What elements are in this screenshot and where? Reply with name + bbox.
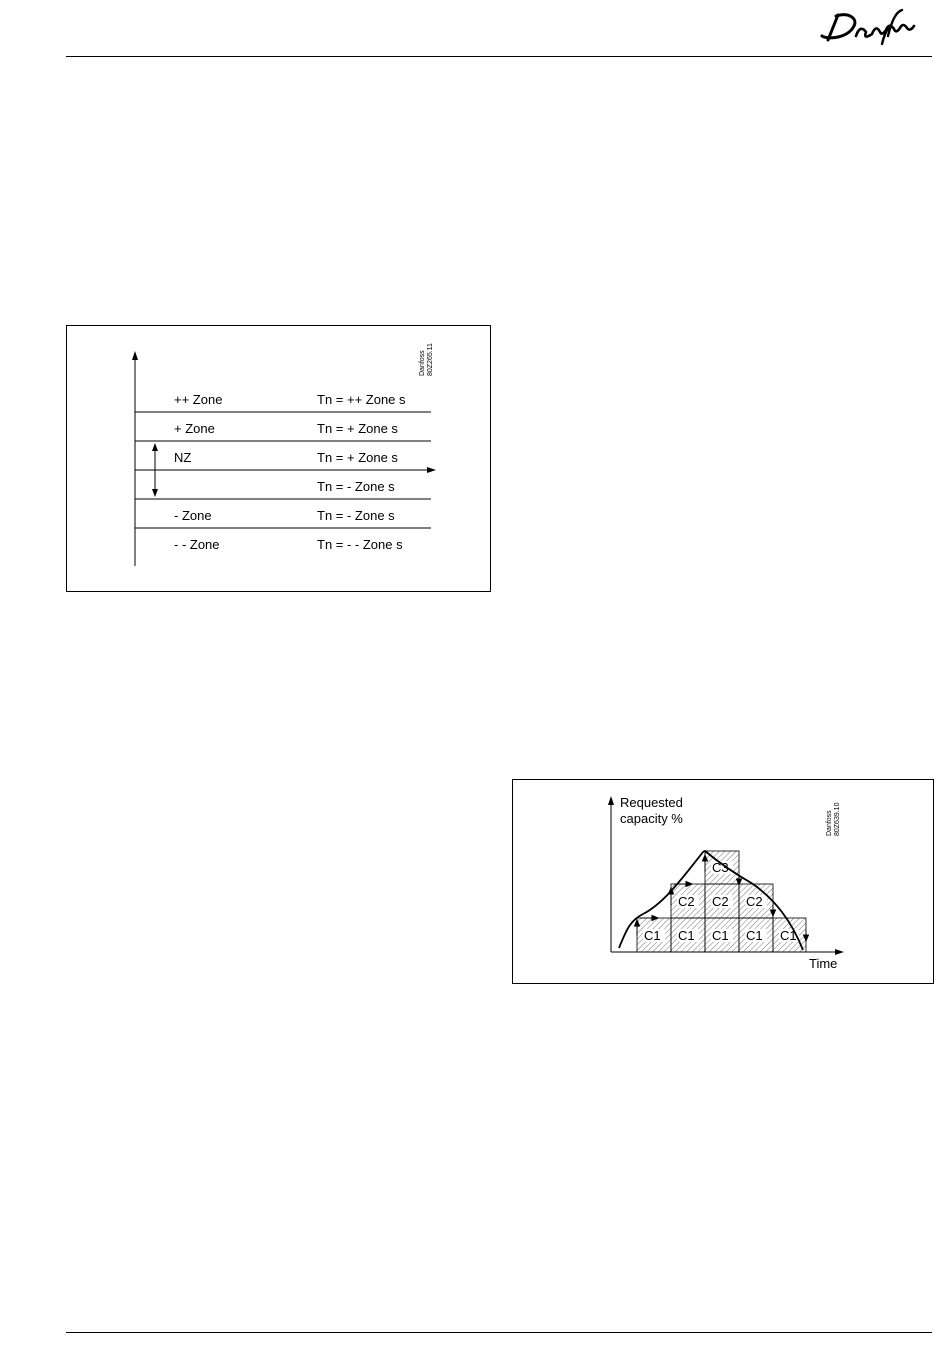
tn-label: Tn = + Zone s (317, 450, 398, 465)
cell-label: C1 (712, 928, 729, 943)
zone-label: - Zone (174, 508, 212, 523)
figure-code-2: 80Z265.11 (427, 343, 434, 376)
figure-code-2: 80Z639.10 (834, 802, 841, 836)
y-axis-arrowhead (132, 351, 138, 360)
cell-label: C2 (678, 894, 695, 909)
zone-label: - - Zone (174, 537, 220, 552)
zone-label: + Zone (174, 421, 215, 436)
cell-label: C1 (678, 928, 695, 943)
zone-diagram (66, 325, 491, 592)
capacity-diagram (512, 779, 934, 984)
zone-diagram-svg (67, 326, 490, 591)
capacity-diagram-svg (513, 780, 933, 983)
zone-label: ++ Zone (174, 392, 223, 407)
figure-code-1: Danfoss (826, 810, 833, 836)
figure-code-1: Danfoss (419, 350, 426, 376)
x-axis-arrowhead (427, 467, 436, 473)
tn-label: Tn = - Zone s (317, 508, 395, 523)
header-rule (66, 56, 932, 57)
cell-label: C2 (746, 894, 763, 909)
tn-label: Tn = - - Zone s (317, 537, 403, 552)
tn-label: Tn = + Zone s (317, 421, 398, 436)
tn-label: Tn = ++ Zone s (317, 392, 406, 407)
x-axis-label: Time (809, 956, 838, 971)
y-axis-label: capacity % (620, 811, 683, 826)
cell-label: C2 (712, 894, 729, 909)
cell-label: C1 (780, 928, 797, 943)
zone-label: NZ (174, 450, 192, 465)
y-axis-label: Requested (620, 795, 683, 810)
danfoss-logo (818, 6, 930, 46)
cell-label: C1 (644, 928, 661, 943)
tn-label: Tn = - Zone s (317, 479, 395, 494)
footer-rule (66, 1332, 932, 1333)
cell-label: C3 (712, 860, 729, 875)
cell-label: C1 (746, 928, 763, 943)
